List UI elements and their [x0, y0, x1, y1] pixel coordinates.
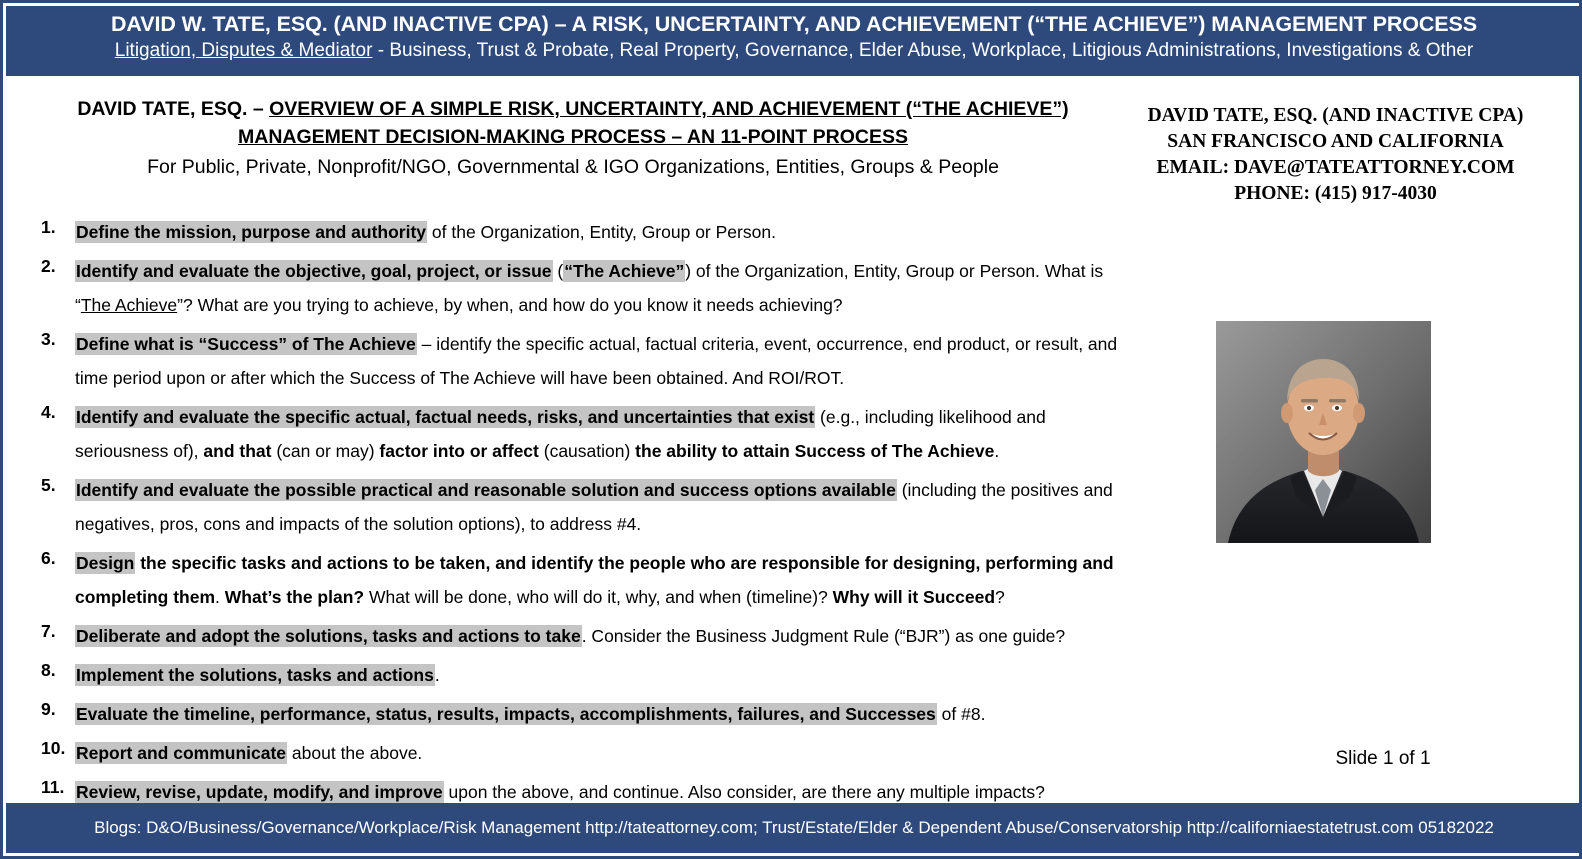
list-item-number: 4.: [41, 402, 56, 422]
contact-name: DAVID TATE, ESQ. (AND INACTIVE CPA): [1147, 105, 1524, 126]
list-item-text-run: “The Achieve”: [564, 261, 685, 281]
list-item-text-run: the ability to attain Success of The Achieve: [635, 441, 995, 461]
list-item-number: 1.: [41, 217, 56, 237]
list-item-text-run: Define what is “Success” of The Achieve: [76, 334, 416, 354]
list-item-text-run: What will be done, who will do it, why, and when (timeline)?: [364, 587, 833, 607]
list-item-text-run: . Consider the Business Judgment Rule (“BJR”) as one guide?: [581, 626, 1066, 646]
list-item-text-run: Evaluate the timeline, performance, status, results, impacts, accomplishments, failures, and Successes: [76, 704, 936, 724]
list-item-text-run: of #8.: [936, 704, 986, 724]
list-item-text: [75, 327, 1123, 395]
footer-text: Blogs: D&O/Business/Governance/Workplace/Risk Management http://tateattorney.com; Trust/Estate/Elder & Dependent Abuse/Conservatorship http://californiaestatetrust.com 05182022: [94, 818, 1494, 837]
list-item-text-run: Design: [76, 553, 135, 573]
list-item-text: [75, 473, 1123, 541]
list-item: [33, 254, 1123, 322]
list-item-text-run: (: [552, 261, 564, 281]
list-item-text-run: upon the above, and continue. Also consider, are there any multiple impacts?: [443, 782, 1045, 802]
list-item-text-run: (can or may): [271, 441, 380, 461]
title-line-1: [33, 95, 1113, 123]
list-item-text-run: ?: [995, 587, 1005, 607]
list-item-text-run: Implement the solutions, tasks and actions: [76, 665, 434, 685]
contact-phone: PHONE: (415) 917-4030: [1234, 183, 1437, 204]
list-item-number: 10.: [41, 738, 66, 758]
title-line-1-underlined: OVERVIEW OF A SIMPLE RISK, UNCERTAINTY, AND ACHIEVEMENT (“THE ACHIEVE”): [269, 98, 1069, 120]
list-item-text: [75, 400, 1123, 468]
list-item-text-run: and that: [203, 441, 272, 461]
title-block: [33, 95, 1113, 182]
list-item-text: [75, 697, 1123, 731]
list-item: [33, 400, 1123, 468]
list-item-text-run: Identify and evaluate the objective, goal, project, or issue: [76, 261, 552, 281]
list-item-text-run: about the above.: [287, 743, 423, 763]
list-item-text-run: the specific tasks and actions to be taken: [135, 553, 486, 573]
list-item-text-run: (including the positives and negatives, pros, cons and impacts of the solution options), to address #4.: [75, 480, 1113, 534]
title-line-3: For Public, Private, Nonprofit/NGO, Governmental & IGO Organizations, Entities, Groups & People: [147, 156, 999, 178]
list-item-text-run: Define the mission, purpose and authority: [76, 222, 427, 242]
list-item: [33, 327, 1123, 395]
slide-footer: [6, 803, 1582, 853]
list-item-number: 9.: [41, 699, 56, 719]
list-item-text: [75, 619, 1123, 653]
list-item-text-run: – identify the specific actual, factual criteria, event, occurrence, end product, or result, and time period upon or after which the Success of The Achieve will have been obtained. And ROI/ROT.: [75, 334, 1118, 388]
list-item-text: [75, 658, 1123, 692]
list-item-number: 5.: [41, 475, 56, 495]
list-item-text-run: .: [994, 441, 1000, 461]
slide-counter: Slide 1 of 1: [1335, 748, 1431, 769]
list-item: [33, 619, 1123, 653]
list-item-text-run: Review, revise, update, modify, and improve: [76, 782, 443, 802]
contact-email: EMAIL: DAVE@TATEATTORNEY.COM: [1156, 157, 1515, 178]
title-line-1-plain: DAVID TATE, ESQ. –: [77, 98, 270, 120]
contact-location: SAN FRANCISCO AND CALIFORNIA: [1167, 131, 1504, 152]
list-item-text-run: The Achieve: [80, 295, 178, 315]
list-item-text: [75, 254, 1123, 322]
list-item-number: 7.: [41, 621, 56, 641]
list-item-text-run: Why will it Succeed: [832, 587, 996, 607]
eleven-point-list: [33, 215, 1123, 814]
list-item-text-run: (e.g., including likelihood and seriousness of),: [75, 407, 1046, 461]
list-item-number: 6.: [41, 548, 56, 568]
list-item-text-run: ”? What are you trying to achieve, by when, and how do you know it needs achieving?: [177, 295, 843, 315]
list-item-text-run: .: [215, 587, 225, 607]
slide-header: [6, 6, 1582, 76]
header-subtitle-rest: - Business, Trust & Probate, Real Property, Governance, Elder Abuse, Workplace, Litigious Administrations, Investigations & Other: [372, 40, 1474, 61]
list-item-text-run: ) of the Organization, Entity, Group or Person. What is “: [75, 261, 1104, 315]
list-item-text-run: Identify and evaluate the specific actual, factual needs, risks, and uncertainties that exist: [76, 407, 815, 427]
list-item: [33, 658, 1123, 692]
list-item-text-run: (causation): [538, 441, 636, 461]
list-item-text-run: .: [434, 665, 440, 685]
list-item-text: [75, 736, 1123, 770]
header-subtitle: [16, 38, 1572, 64]
title-line-2: MANAGEMENT DECISION-MAKING PROCESS – AN 11-POINT PROCESS: [238, 126, 908, 148]
list-item-text: [75, 546, 1123, 614]
list-item-number: 11.: [41, 777, 65, 797]
list-item: [33, 736, 1123, 770]
list-item: [33, 215, 1123, 249]
list-item-text-run: factor into or affect: [379, 441, 539, 461]
list-item-text-run: , and identify the people who are responsible for designing, performing and completing them: [75, 553, 1114, 607]
list-item-text-run: Report and communicate: [76, 743, 287, 763]
list-item: [33, 546, 1123, 614]
portrait-photo: [1216, 321, 1431, 543]
list-item-text-run: Identify and evaluate the possible practical and reasonable solution and success options available: [76, 480, 896, 500]
header-title: DAVID W. TATE, ESQ. (AND INACTIVE CPA) – A RISK, UNCERTAINTY, AND ACHIEVEMENT (“THE ACHIEVE”) MANAGEMENT PROCESS: [110, 12, 1478, 36]
contact-block: [1113, 103, 1558, 207]
header-subtitle-underlined: Litigation, Disputes & Mediator: [114, 40, 373, 61]
list-item-text: [75, 215, 1123, 249]
list-item-text-run: What’s the plan?: [224, 587, 365, 607]
list-item-text-run: Deliberate and adopt the solutions, tasks and actions to take: [76, 626, 581, 646]
list-item-number: 3.: [41, 329, 56, 349]
portrait-illustration: [1216, 321, 1431, 543]
list-item-number: 2.: [41, 256, 56, 276]
list-item: [33, 473, 1123, 541]
list-item: [33, 697, 1123, 731]
list-item-text-run: of the Organization, Entity, Group or Person.: [427, 222, 776, 242]
list-item-number: 8.: [41, 660, 56, 680]
